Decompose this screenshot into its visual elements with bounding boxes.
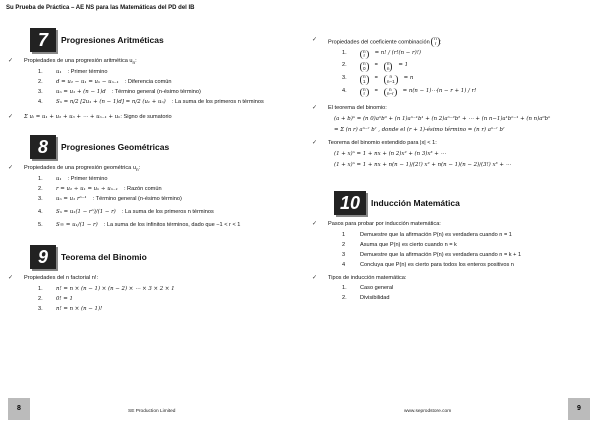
- checkmark-icon: ✓: [8, 275, 14, 282]
- section-title: Teorema del Binomio: [61, 251, 147, 262]
- list-item: 3. n 1 = n n−1 = n: [342, 73, 414, 84]
- list-item: 4. n r = n n−r = n(n − 1)⋯(n − r + 1) / r!: [342, 86, 477, 97]
- bullet: ✓ Propiedades de una progresión aritmética $u_n$:: [8, 58, 137, 66]
- induction-types-list: [342, 285, 594, 302]
- list-item: 3. uₙ = u₁ + (n − 1)d : Término general (n-ésimo término): [38, 88, 201, 95]
- bullet: ✓ Propiedades de una progresión geométrica $u_n$:: [8, 165, 141, 173]
- section-number-badge: 8: [30, 135, 56, 159]
- page-number-right: 9: [568, 398, 590, 420]
- left-column: [8, 24, 298, 319]
- section-8-heading: [30, 135, 298, 159]
- list-item: 4 Concluya que P(n) es cierto para todos los enteros positivos n: [342, 261, 514, 268]
- website-label: www.seprodstore.com: [404, 409, 452, 415]
- checkmark-icon: ✓: [312, 140, 318, 147]
- bullet: ✓ Propiedades del coeficiente combinación n r :: [312, 36, 442, 46]
- bullet: ✓ Tipos de inducción matemática:: [312, 274, 407, 281]
- section-title: Progresiones Aritméticas: [61, 34, 164, 45]
- checkmark-icon: ✓: [312, 221, 318, 228]
- bullet: ✓ Propiedades del n factorial n!:: [8, 275, 99, 282]
- checkmark-icon: ✓: [8, 113, 14, 120]
- list-item: 1. u₁ : Primer término: [38, 68, 108, 75]
- bullet: ✓ El teorema del binomio:: [312, 105, 387, 112]
- list-item: 2. n 0 = n n = 1: [342, 61, 409, 72]
- section-9-heading: [30, 245, 298, 269]
- section-number-badge: 10: [334, 191, 366, 215]
- list-item: 3. uₙ = u₁ rⁿ⁻¹ : Término general (n-ésimo término): [38, 196, 182, 203]
- list-item: 2 Asuma que P(n) es cierto cuando n = k: [342, 241, 457, 248]
- factorial-properties-list: [38, 286, 298, 313]
- section-7-heading: [30, 28, 298, 52]
- section-10-heading: [334, 191, 594, 215]
- page-number-left: 8: [8, 398, 30, 420]
- list-item: 1. Caso general: [342, 285, 394, 292]
- page-header: Su Prueba de Práctica – AE NS para las Matemáticas del PD del IB: [6, 5, 195, 11]
- list-item: 3 Demuestre que la afirmación P(n) es verdadera cuando n = k + 1: [342, 251, 522, 258]
- list-item: 4. Sₙ = u₁(1 − rⁿ)/(1 − r) : La suma de los primeros n términos: [38, 209, 214, 216]
- checkmark-icon: ✓: [8, 58, 14, 64]
- gp-properties-list: [38, 176, 298, 229]
- list-item: 2. Divisibilidad: [342, 295, 390, 302]
- right-column: [312, 34, 594, 306]
- list-item: 1. n r = n! / (r!(n − r)!): [342, 48, 421, 59]
- list-item: 1. u₁ : Primer término: [38, 176, 108, 183]
- induction-steps-list: [342, 232, 594, 269]
- section-title: Inducción Matemática: [371, 197, 460, 208]
- bullet: ✓ Σ uᵢ = u₁ + u₂ + u₃ + ⋯ + uₙ₋₁ + uₙ: Signo de sumatorio: [8, 113, 172, 120]
- list-item: 1 Demuestre que la afirmación P(n) es verdadera cuando n = 1: [342, 231, 512, 238]
- list-item: 2. r = u₂ ÷ u₁ = uₙ ÷ uₙ₋₁ : Razón común: [38, 186, 162, 193]
- checkmark-icon: ✓: [8, 165, 14, 172]
- section-title: Progresiones Geométricas: [61, 142, 170, 153]
- checkmark-icon: ✓: [312, 37, 318, 43]
- list-item: 2. 0! = 1: [38, 295, 73, 302]
- list-item: 3. n! = n × (n − 1)!: [38, 305, 103, 312]
- bullet: ✓ Pasos para probar por inducción matemática:: [312, 221, 441, 228]
- list-item: 4. Sₙ = n/2 [2u₁ + (n − 1)d] = n/2 (u₁ + uₙ) : La suma de los primeros n términos: [38, 98, 264, 105]
- section-number-badge: 7: [30, 28, 56, 52]
- list-item: 5. S∞ = u₁/(1 − r) : La suma de los infinitos términos, dado que −1 < r < 1: [38, 222, 241, 229]
- list-item: 1. n! = n × (n − 1) × (n − 2) × ⋯ × 3 × 2 × 1: [38, 285, 175, 292]
- checkmark-icon: ✓: [312, 274, 318, 281]
- ap-properties-list: [38, 69, 298, 106]
- binomial-theorem-formula: (a + b)ⁿ = (n 0)aⁿb⁰ + (n 1)aⁿ⁻¹b¹ + (n 2)aⁿ⁻²b² + ⋯ + (n n−1)a¹bⁿ⁻¹ + (n n)a⁰bⁿ = Σ (n r) aⁿ⁻ʳ bʳ , donde el (r + 1)-ésimo término = (n r) aⁿ⁻ʳ bʳ: [334, 115, 551, 134]
- publisher-label: SE Production Limited: [128, 409, 176, 415]
- bullet: ✓ Teorema del binomio extendido para |x| < 1:: [312, 140, 437, 147]
- extended-binomial-formula: (1 + x)ⁿ = 1 + nx + (n 2)x² + (n 3)x³ + ⋯ (1 + x)ⁿ = 1 + nx + n(n − 1)/(2!) x² + n(n − 1)(n − 2)/(3!) x³ + ⋯: [334, 150, 512, 169]
- section-number-badge: 9: [30, 245, 56, 269]
- list-item: 2. d = u₂ − u₁ = uₙ − uₙ₋₁ : Diferencia común: [38, 78, 172, 85]
- checkmark-icon: ✓: [312, 105, 318, 112]
- combination-properties-list: [342, 50, 594, 98]
